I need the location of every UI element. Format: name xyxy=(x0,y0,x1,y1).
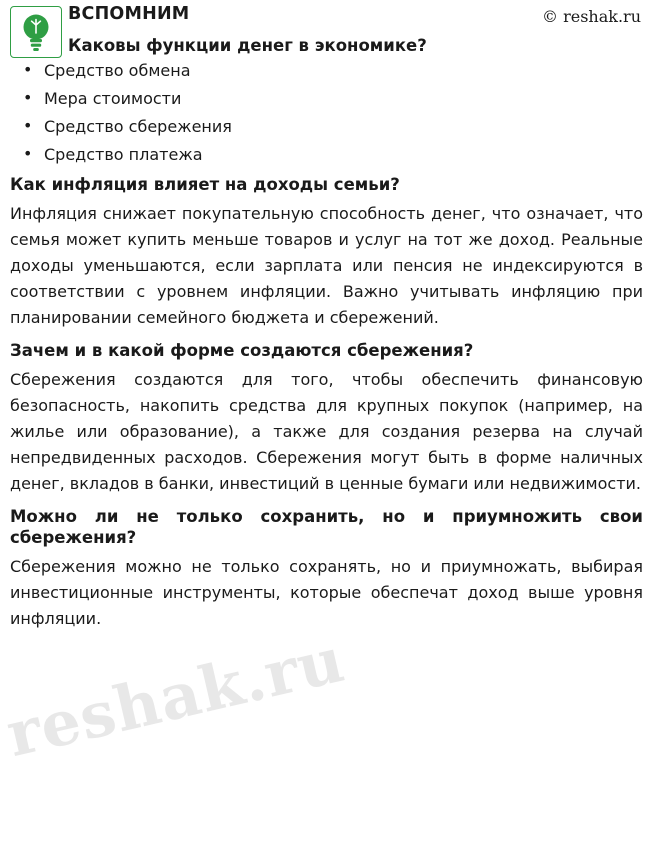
list-item: • Мера стоимости xyxy=(10,91,643,107)
copyright-credit xyxy=(542,7,641,27)
watermark: reshak.ru xyxy=(0,622,352,772)
question-heading-multiply-savings: Можно ли не только сохранить, но и приумножить свои сбережения? xyxy=(10,506,643,547)
answer-inflation-income: Инфляция снижает покупательную способность денег, что означает, что семья может купить меньше товаров и услуг на тот же доход. Реальные доходы уменьшаются, если зарплата или пенсия не индексируются в соответствии с уровнем инфляции. Важно учитывать инфляцию при планировании семейного бюджета и сбережений. xyxy=(10,204,643,327)
list-item: • Средство обмена xyxy=(10,63,643,79)
question-heading-money-functions: Каковы функции денег в экономике? xyxy=(68,36,427,55)
answer-multiply-savings: Сбережения можно не только сохранять, но и приумножать, выбирая инвестиционные инструменты, которые обеспечат доход выше уровня инфляции. xyxy=(10,557,643,628)
money-functions-list xyxy=(10,60,643,164)
list-item: • Средство сбережения xyxy=(10,119,643,135)
question-heading-savings-form: Зачем и в какой форме создаются сбережения? xyxy=(10,340,474,360)
copyright-text: © reshak.ru xyxy=(542,7,641,26)
question-heading-inflation-income: Как инфляция влияет на доходы семьи? xyxy=(10,174,400,194)
page-title: ВСПОМНИМ xyxy=(68,4,190,24)
list-item: • Средство платежа xyxy=(10,147,643,163)
answer-savings-form: Сбережения создаются для того, чтобы обеспечить финансовую безопасность, накопить средства для крупных покупок (например, на жилье или образование), а также для создания резерва на случай непредвиденных расходов. Сбережения могут быть в форме наличных денег, вкладов в банки, инвестиций в ценные бумаги или недвижимости. xyxy=(10,370,643,494)
document-content xyxy=(10,4,643,632)
lightbulb-icon xyxy=(10,6,62,58)
